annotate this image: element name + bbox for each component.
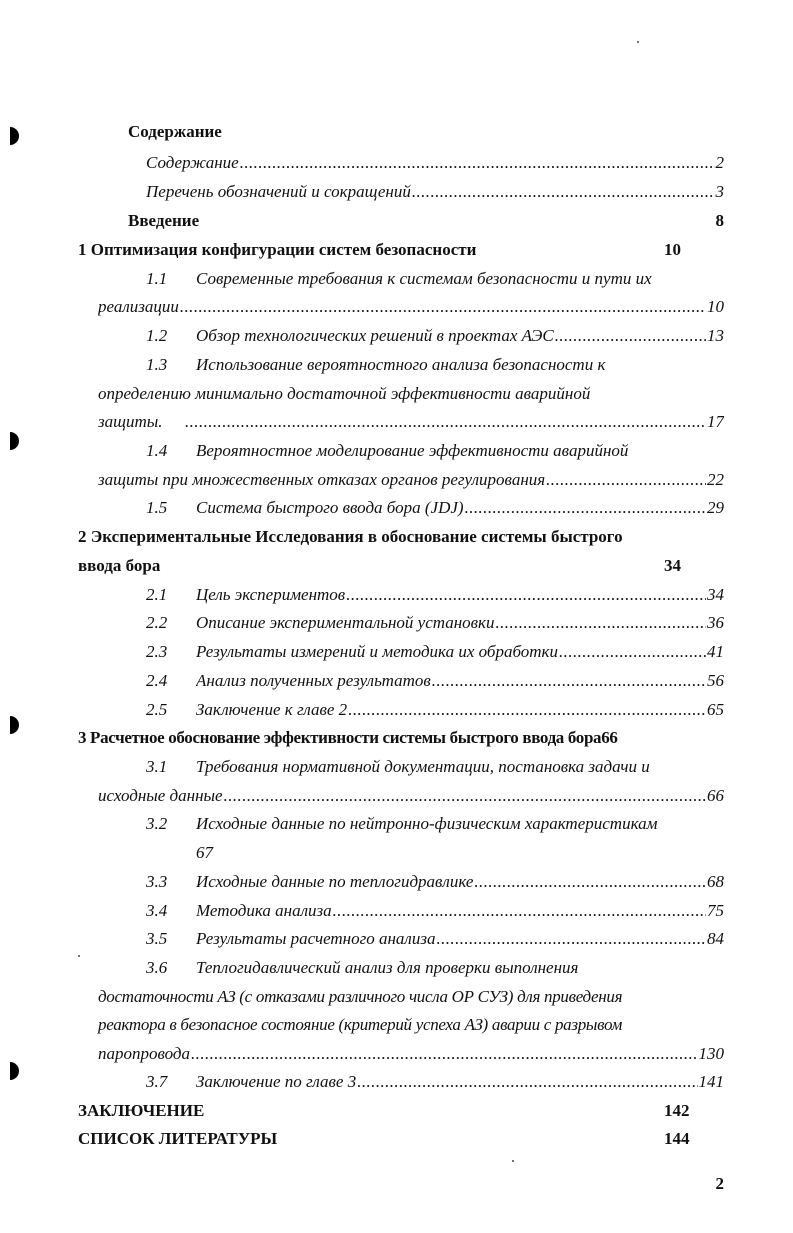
toc-section-title: Использование вероятностного анализа безопасности к (196, 355, 606, 374)
toc-section-title: Обзор технологических решений в проектах АЭС (196, 326, 554, 345)
toc-leader-row (196, 667, 724, 695)
toc-leader-row (146, 149, 724, 177)
toc-entry-page: 2 (715, 153, 724, 172)
toc-section (0, 581, 793, 609)
toc-section-page: 34 (707, 585, 724, 604)
toc-chapter-page: 142 (664, 1101, 690, 1120)
toc-section-page: 130 (698, 1044, 724, 1063)
toc-leader-row (184, 408, 724, 436)
toc-section (0, 897, 793, 925)
toc-leader-row (196, 609, 724, 637)
toc-section-title: Теплогидавлический анализ для проверки выполнения (196, 958, 579, 977)
toc-section-page: 13 (707, 326, 724, 345)
toc-section-number: 3.7 (146, 1072, 168, 1091)
toc-dot-leader (240, 149, 715, 177)
toc-dot-leader (465, 494, 706, 522)
toc-section-cont (0, 983, 793, 1011)
toc-section-title: Заключение по главе 3 (196, 1072, 357, 1091)
toc-section-number: 3.3 (146, 872, 168, 891)
toc-entry-page: 3 (715, 182, 724, 201)
toc-section (0, 810, 793, 838)
toc-section-title: паропровода (98, 1044, 191, 1063)
toc-dot-leader (357, 1068, 697, 1096)
toc-dot-leader (555, 322, 706, 350)
toc-leader-row (146, 178, 724, 206)
toc-section-number: 2.5 (146, 700, 168, 719)
toc-entry-page: 8 (715, 211, 724, 230)
toc-section-cont (0, 839, 793, 867)
toc-chapter (0, 1125, 793, 1153)
toc-section-title: реактора в безопасное состояние (критерий успеха АЗ) аварии с разрывом (98, 1015, 623, 1034)
toc-section (0, 437, 793, 465)
toc-section (0, 696, 793, 724)
toc-section-cont (0, 782, 793, 810)
toc-chapter-cont (0, 552, 793, 580)
toc-section-page: 84 (707, 929, 724, 948)
toc-chapter-title: ввода бора (78, 556, 161, 575)
toc-leader-row (196, 925, 724, 953)
toc-section-title: Современные требования к системам безопасности и пути их (196, 269, 652, 288)
toc-section-title: Описание экспериментальной установки (196, 613, 495, 632)
toc-leader-row (98, 293, 724, 321)
toc-section-number: 3.5 (146, 929, 168, 948)
toc-section-cont (0, 466, 793, 494)
footer-row (0, 1170, 793, 1198)
toc-section-page: 29 (707, 498, 724, 517)
toc-dot-leader (180, 293, 706, 321)
toc-dot-leader (474, 868, 706, 896)
toc-section-number: 2.3 (146, 642, 168, 661)
toc-leader-row (196, 868, 724, 896)
toc-section-page: 141 (698, 1072, 724, 1091)
toc-section-page: 65 (707, 700, 724, 719)
toc-entry (0, 178, 793, 206)
toc-section (0, 753, 793, 781)
toc-leader-row (196, 494, 724, 522)
toc-section (0, 667, 793, 695)
toc-chapter-page: 10 (664, 240, 681, 259)
toc-section (0, 925, 793, 953)
toc-section (0, 322, 793, 350)
toc-section-page: 56 (707, 671, 724, 690)
toc-chapter-title: 2 Экспериментальные Исследования в обоснование системы быстрого (78, 527, 623, 546)
toc-section-cont (0, 380, 793, 408)
toc-section (0, 265, 793, 293)
toc-section-number: 1.2 (146, 326, 168, 345)
toc-entry-title: Содержание (146, 153, 239, 172)
toc-section-number: 2.2 (146, 613, 168, 632)
toc-section (0, 494, 793, 522)
toc-section (0, 868, 793, 896)
toc-section-cont (0, 1011, 793, 1039)
toc-section-number: 3.4 (146, 901, 168, 920)
toc-section-title: Система быстрого ввода бора (JDJ) (196, 498, 464, 517)
toc-section-page: 41 (707, 642, 724, 661)
toc-section-title: Результаты измерений и методика их обработки (196, 642, 559, 661)
toc-section-page: 36 (707, 613, 724, 632)
toc-dot-leader (546, 466, 706, 494)
toc-entry-title: Введение (128, 211, 200, 230)
toc-leader-row (196, 696, 724, 724)
toc-section (0, 638, 793, 666)
toc-dot-leader (432, 667, 706, 695)
toc-dot-leader (412, 178, 715, 206)
toc-section-page: 22 (707, 470, 724, 489)
toc-heading-row (0, 118, 793, 146)
toc-chapter-title: 3 Расчетное обоснование эффективности системы быстрого ввода бора66 (78, 728, 618, 747)
toc-chapter-page: 34 (664, 556, 681, 575)
toc-section-number: 1.3 (146, 355, 168, 374)
toc-section-title: Цель экспериментов (196, 585, 346, 604)
toc-section-number: 1.1 (146, 269, 168, 288)
toc-section-page: 68 (707, 872, 724, 891)
toc-leader-row (196, 638, 724, 666)
toc-entry-title: Перечень обозначений и сокращений (146, 182, 411, 201)
toc-leader-row (196, 322, 724, 350)
toc-chapter-title: СПИСОК ЛИТЕРАТУРЫ (78, 1129, 278, 1148)
toc-leader-row (98, 1040, 724, 1068)
toc-leader-row (196, 581, 724, 609)
toc-section (0, 954, 793, 982)
toc-dot-leader (224, 782, 706, 810)
toc-leader-row (196, 897, 724, 925)
toc-section-page: 66 (707, 786, 724, 805)
toc-chapter (0, 724, 793, 752)
toc-leader-row (196, 1068, 724, 1096)
toc-section-page: 67 (196, 843, 213, 862)
toc-heading: Содержание (128, 122, 222, 141)
toc-chapter (0, 1097, 793, 1125)
toc-section-number: 2.4 (146, 671, 168, 690)
toc-dot-leader (185, 408, 706, 436)
scan-speck (637, 41, 639, 43)
toc-section-title: Исходные данные по нейтронно-физическим характеристикам (196, 814, 658, 833)
toc-section-number: 3.2 (146, 814, 168, 833)
toc-section-page: 75 (707, 901, 724, 920)
toc-leader-row (98, 466, 724, 494)
toc-section-title: защиты. (98, 412, 163, 431)
toc-dot-leader (191, 1040, 697, 1068)
toc-section-title: Анализ полученных результатов (196, 671, 431, 690)
toc-section-number: 1.5 (146, 498, 168, 517)
toc-section-cont (0, 1040, 793, 1068)
toc-section-title: достаточности АЗ (с отказами различного числа ОР СУЗ) для приведения (98, 987, 623, 1006)
toc-dot-leader (333, 897, 706, 925)
toc-section-title: Результаты расчетного анализа (196, 929, 436, 948)
toc-dot-leader (346, 581, 706, 609)
toc-section-title: Методика анализа (196, 901, 332, 920)
toc-dot-leader (436, 925, 706, 953)
toc-section-title: Заключение к главе 2 (196, 700, 348, 719)
toc-chapter (0, 523, 793, 551)
scan-speck (512, 1160, 514, 1162)
toc-dot-leader (348, 696, 706, 724)
toc-chapter-title: ЗАКЛЮЧЕНИЕ (78, 1101, 205, 1120)
toc-section-cont (0, 293, 793, 321)
toc-section-page: 17 (707, 412, 724, 431)
toc-section-title: реализации (98, 297, 179, 316)
toc-entry (0, 207, 793, 235)
toc-section (0, 351, 793, 379)
toc-section-number: 1.4 (146, 441, 168, 460)
toc-section-number: 2.1 (146, 585, 168, 604)
page-number: 2 (715, 1174, 724, 1193)
toc-section-title: защиты при множественных отказах органов регулирования (98, 470, 546, 489)
toc-chapter (0, 236, 793, 264)
toc-section-title: Исходные данные по теплогидравлике (196, 872, 474, 891)
toc-section-title: Требования нормативной документации, постановка задачи и (196, 757, 650, 776)
toc-section-page: 10 (707, 297, 724, 316)
toc-dot-leader (559, 638, 706, 666)
toc-section-title: Вероятностное моделирование эффективности аварийной (196, 441, 629, 460)
toc-dot-leader (496, 609, 707, 637)
toc-section (0, 1068, 793, 1096)
toc-chapter-page: 144 (664, 1129, 690, 1148)
toc-section-number: 3.6 (146, 958, 168, 977)
toc-section (0, 609, 793, 637)
toc-entry (0, 149, 793, 177)
toc-chapter-title: 1 Оптимизация конфигурации систем безопасности (78, 240, 477, 259)
toc-section-number: 3.1 (146, 757, 168, 776)
toc-leader-row (98, 782, 724, 810)
toc-section-cont (0, 408, 793, 436)
toc-section-title: определению минимально достаточной эффективности аварийной (98, 384, 591, 403)
toc-section-title: исходные данные (98, 786, 223, 805)
